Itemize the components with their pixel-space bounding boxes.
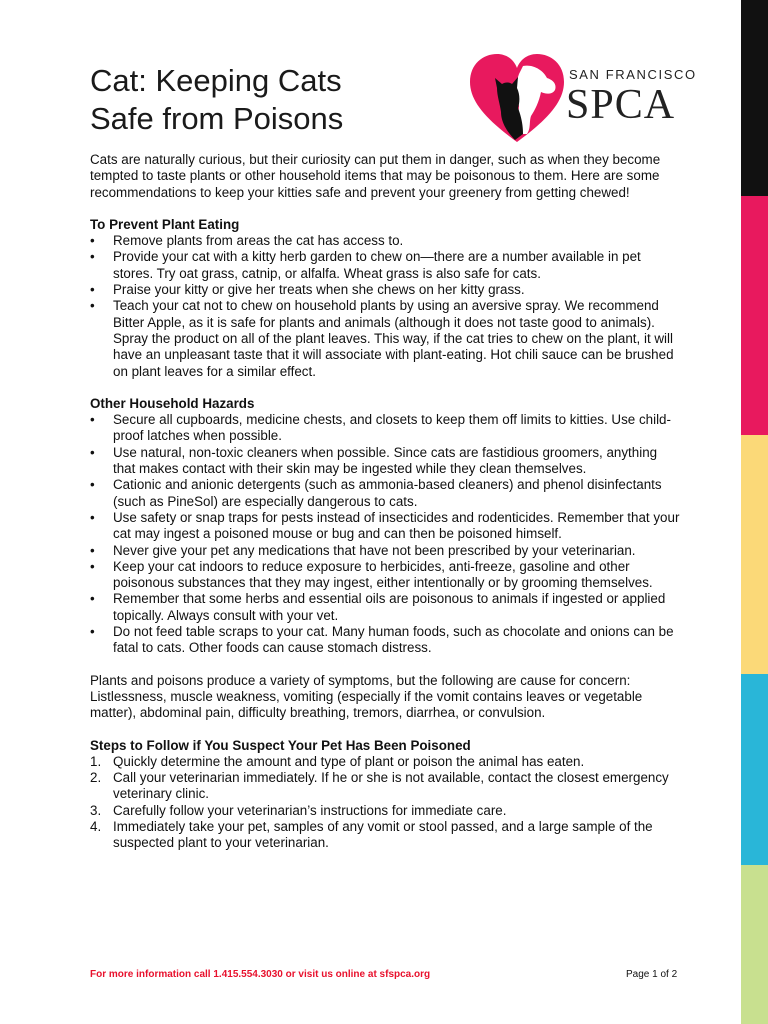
step-text: Quickly determine the amount and type of plant or poison the animal has eaten. — [113, 753, 585, 769]
plant-eating-list — [90, 233, 680, 380]
list-item — [90, 754, 680, 770]
step-number: 2. — [90, 770, 102, 786]
title-line-2: Safe from Poisons — [90, 101, 344, 136]
page-number: Page 1 of 2 — [626, 969, 678, 980]
intro-paragraph: Cats are naturally curious, but their curiosity can put them in danger, such as when they become tempted to taste plants or other household items that may be poisonous to them. Here are some recommendations to keep your kitties safe and prevent your greenery from getting chewed! — [90, 152, 661, 200]
stripe-blue — [741, 674, 768, 865]
list-item: • Praise your kitty or give her treats when she chews on her kitty grass. — [90, 282, 680, 298]
list-item: • Keep your cat indoors to reduce exposure to herbicides, anti-freeze, gasoline and other poisonous substances that they may ingest, either intentionally or by grooming themselves. — [90, 559, 680, 592]
stripe-green — [741, 865, 768, 1024]
document-body — [90, 152, 680, 852]
steps-list — [90, 754, 680, 852]
logo-text-san-francisco: SAN FRANCISCO — [569, 67, 697, 82]
list-item: • Use natural, non-toxic cleaners when possible. Since cats are fastidious groomers, anything that makes contact with their skin may be ingested while they clean themselves. — [90, 445, 680, 478]
stripe-yellow — [741, 435, 768, 674]
step-text: Call your veterinarian immediately. If he or she is not available, contact the closest emergency veterinary clinic. — [113, 770, 669, 802]
list-item: • Do not feed table scraps to your cat. Many human foods, such as chocolate and onions can be fatal to cats. Other foods can cause stomach distress. — [90, 624, 680, 657]
step-text: Carefully follow your veterinarian’s instructions for immediate care. — [113, 802, 507, 818]
plant-eating-heading: To Prevent Plant Eating — [90, 216, 240, 232]
list-item: • Remove plants from areas the cat has access to. — [90, 233, 680, 249]
heart-dog-cat-logo-icon — [467, 52, 567, 147]
hazards-heading: Other Household Hazards — [90, 395, 255, 411]
title-line-1: Cat: Keeping Cats — [90, 63, 342, 98]
list-item: • Secure all cupboards, medicine chests, and closets to keep them off limits to kitties. Use child-proof latches when possible. — [90, 412, 680, 445]
list-item: • Remember that some herbs and essential oils are poisonous to animals if ingested or applied topically. Always consult with your vet. — [90, 591, 680, 624]
list-item — [90, 770, 680, 803]
footer-contact-info: For more information call 1.415.554.3030 or visit us online at sfspca.org — [90, 969, 431, 980]
stripe-black — [741, 0, 768, 196]
stripe-pink — [741, 196, 768, 435]
page-title — [90, 62, 420, 138]
list-item — [90, 803, 680, 819]
list-item: • Teach your cat not to chew on household plants by using an aversive spray. We recommend Bitter Apple, as it is safe for plants and animals (although it does not taste good to animals). Spray the product on all of the plant leaves. This way, if the cat tries to chew on the plant, it will have an unpleasant taste that it will associate with plant-eating. Hot chili sauce can be brushed on plant leaves for a similar effect. — [90, 298, 680, 379]
symptoms-paragraph: Plants and poisons produce a variety of symptoms, but the following are cause for concern: Listlessness, muscle weakness, vomiting (especially if the vomit contains leaves or vegetable matter), abdominal pain, difficulty breathing, tremors, diarrhea, or convulsion. — [90, 672, 643, 721]
steps-heading: Steps to Follow if You Suspect Your Pet Has Been Poisoned — [90, 737, 471, 753]
list-item: • Cationic and anionic detergents (such as ammonia-based cleaners) and phenol disinfectants (such as PineSol) are especially dangerous to cats. — [90, 477, 680, 510]
step-number: 1. — [90, 753, 102, 769]
hazards-list — [90, 412, 680, 656]
list-item: • Never give your pet any medications that have not been prescribed by your veterinarian. — [90, 543, 680, 559]
step-text: Immediately take your pet, samples of any vomit or stool passed, and a large sample of the suspected plant to your veterinarian. — [113, 818, 653, 851]
list-item: • Use safety or snap traps for pests instead of insecticides and rodenticides. Remember that your cat may ingest a poisoned mouse or bug and can then be poisoned himself. — [90, 510, 680, 543]
step-number: 4. — [90, 818, 102, 834]
step-number: 3. — [90, 802, 102, 818]
list-item — [90, 819, 680, 852]
logo-text-spca: SPCA — [566, 82, 676, 128]
list-item: • Provide your cat with a kitty herb garden to chew on—there are a number available in pet stores. Try oat grass, catnip, or alfalfa. Wheat grass is also safe for cats. — [90, 249, 680, 282]
sfspca-logo — [452, 50, 702, 150]
